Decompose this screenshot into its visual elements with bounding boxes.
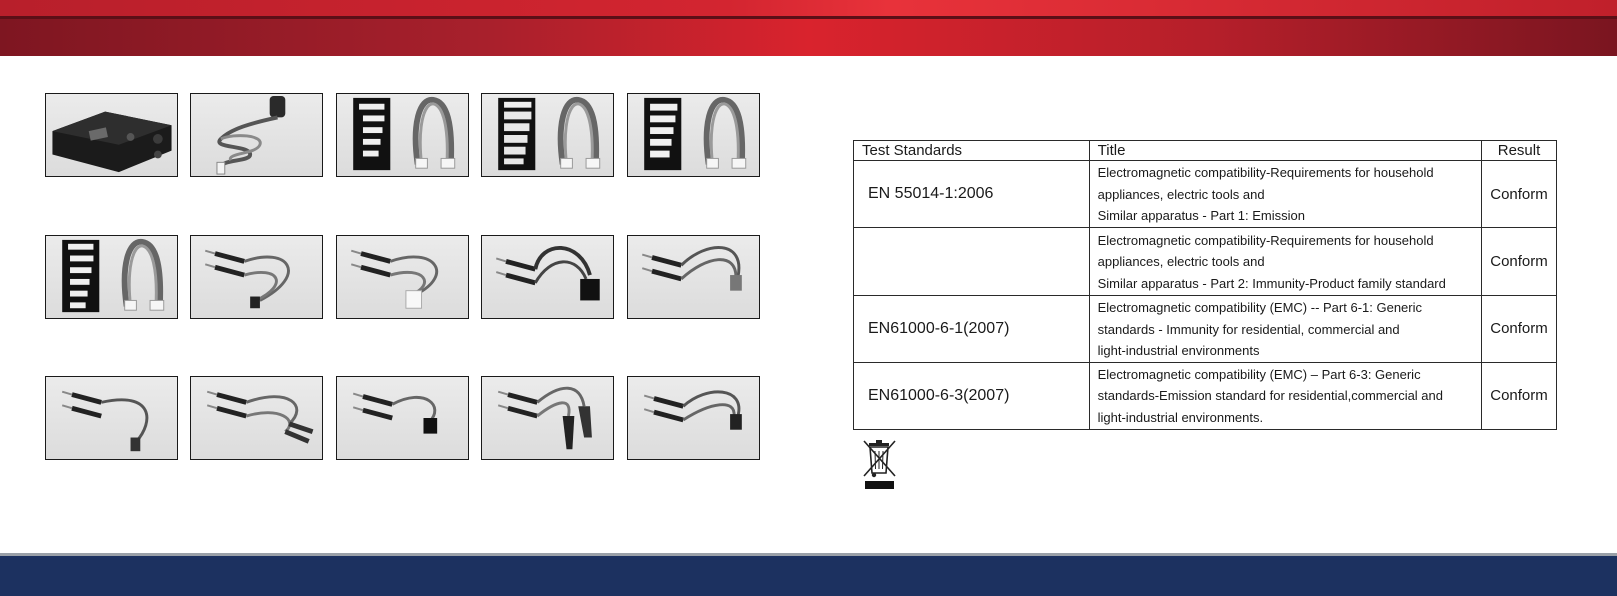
title-line: appliances, electric tools and <box>1097 254 1265 270</box>
banana-lead-photo <box>190 376 323 460</box>
standard-cell: EN61000-6-3(2007) <box>854 362 1090 429</box>
title-cell <box>1089 296 1481 363</box>
title-line: light-industrial environments. <box>1097 409 1264 425</box>
balance-board-a-photo <box>336 93 469 177</box>
title-line: Similar apparatus - Part 2: Immunity-Product family standard <box>1097 275 1446 291</box>
table-header-row <box>854 141 1557 161</box>
alligator-clip-lead-photo <box>481 376 614 460</box>
title-line: Electromagnetic compatibility (EMC) – Part 6-3: Generic <box>1097 366 1421 382</box>
table-row <box>854 228 1557 296</box>
deans-lead-photo <box>190 235 323 319</box>
header-divider <box>0 16 1617 19</box>
test-standards-table <box>853 140 1557 430</box>
column-header-test-standards: Test Standards <box>854 141 1090 161</box>
standard-cell <box>854 228 1090 296</box>
title-cell <box>1089 362 1481 429</box>
title-line: light-industrial environments <box>1097 343 1260 358</box>
footer-band <box>0 556 1617 596</box>
table-row <box>854 161 1557 228</box>
tamiya-lead-photo <box>336 235 469 319</box>
temperature-probe-photo <box>190 93 323 177</box>
title-line: Electromagnetic compatibility-Requirements for household <box>1097 165 1434 181</box>
title-line: Electromagnetic compatibility-Requirements for household <box>1097 232 1434 248</box>
glow-lead-photo <box>45 376 178 460</box>
balance-board-d-photo <box>45 235 178 319</box>
balance-board-b-photo <box>481 93 614 177</box>
column-header-title: Title <box>1089 141 1481 161</box>
receiver-lead-photo <box>627 376 760 460</box>
header-band <box>0 0 1617 56</box>
result-cell: Conform <box>1482 228 1557 296</box>
result-cell: Conform <box>1482 296 1557 363</box>
title-line: appliances, electric tools and <box>1097 186 1265 202</box>
ec-lead-photo <box>481 235 614 319</box>
result-cell: Conform <box>1482 362 1557 429</box>
table-row <box>854 296 1557 363</box>
crossed-out-wheelie-bin-icon <box>862 439 898 491</box>
column-header-result: Result <box>1482 141 1557 161</box>
header-stripe <box>0 0 1617 16</box>
title-cell <box>1089 161 1481 228</box>
charger-unit-photo <box>45 93 178 177</box>
result-cell: Conform <box>1482 161 1557 228</box>
balance-board-c-photo <box>627 93 760 177</box>
title-line: standards-Emission standard for residential,commercial and <box>1097 388 1444 404</box>
standard-cell: EN61000-6-1(2007) <box>854 296 1090 363</box>
title-line: Electromagnetic compatibility (EMC) -- Part 6-1: Generic <box>1097 300 1422 315</box>
jst-lead-photo <box>336 376 469 460</box>
standard-cell: EN 55014-1:2006 <box>854 161 1090 228</box>
table-row <box>854 362 1557 429</box>
title-line: Similar apparatus - Part 1: Emission <box>1097 208 1305 224</box>
title-line: standards - Immunity for residential, commercial and <box>1097 321 1400 337</box>
title-cell <box>1089 228 1481 296</box>
futaba-lead-photo <box>627 235 760 319</box>
